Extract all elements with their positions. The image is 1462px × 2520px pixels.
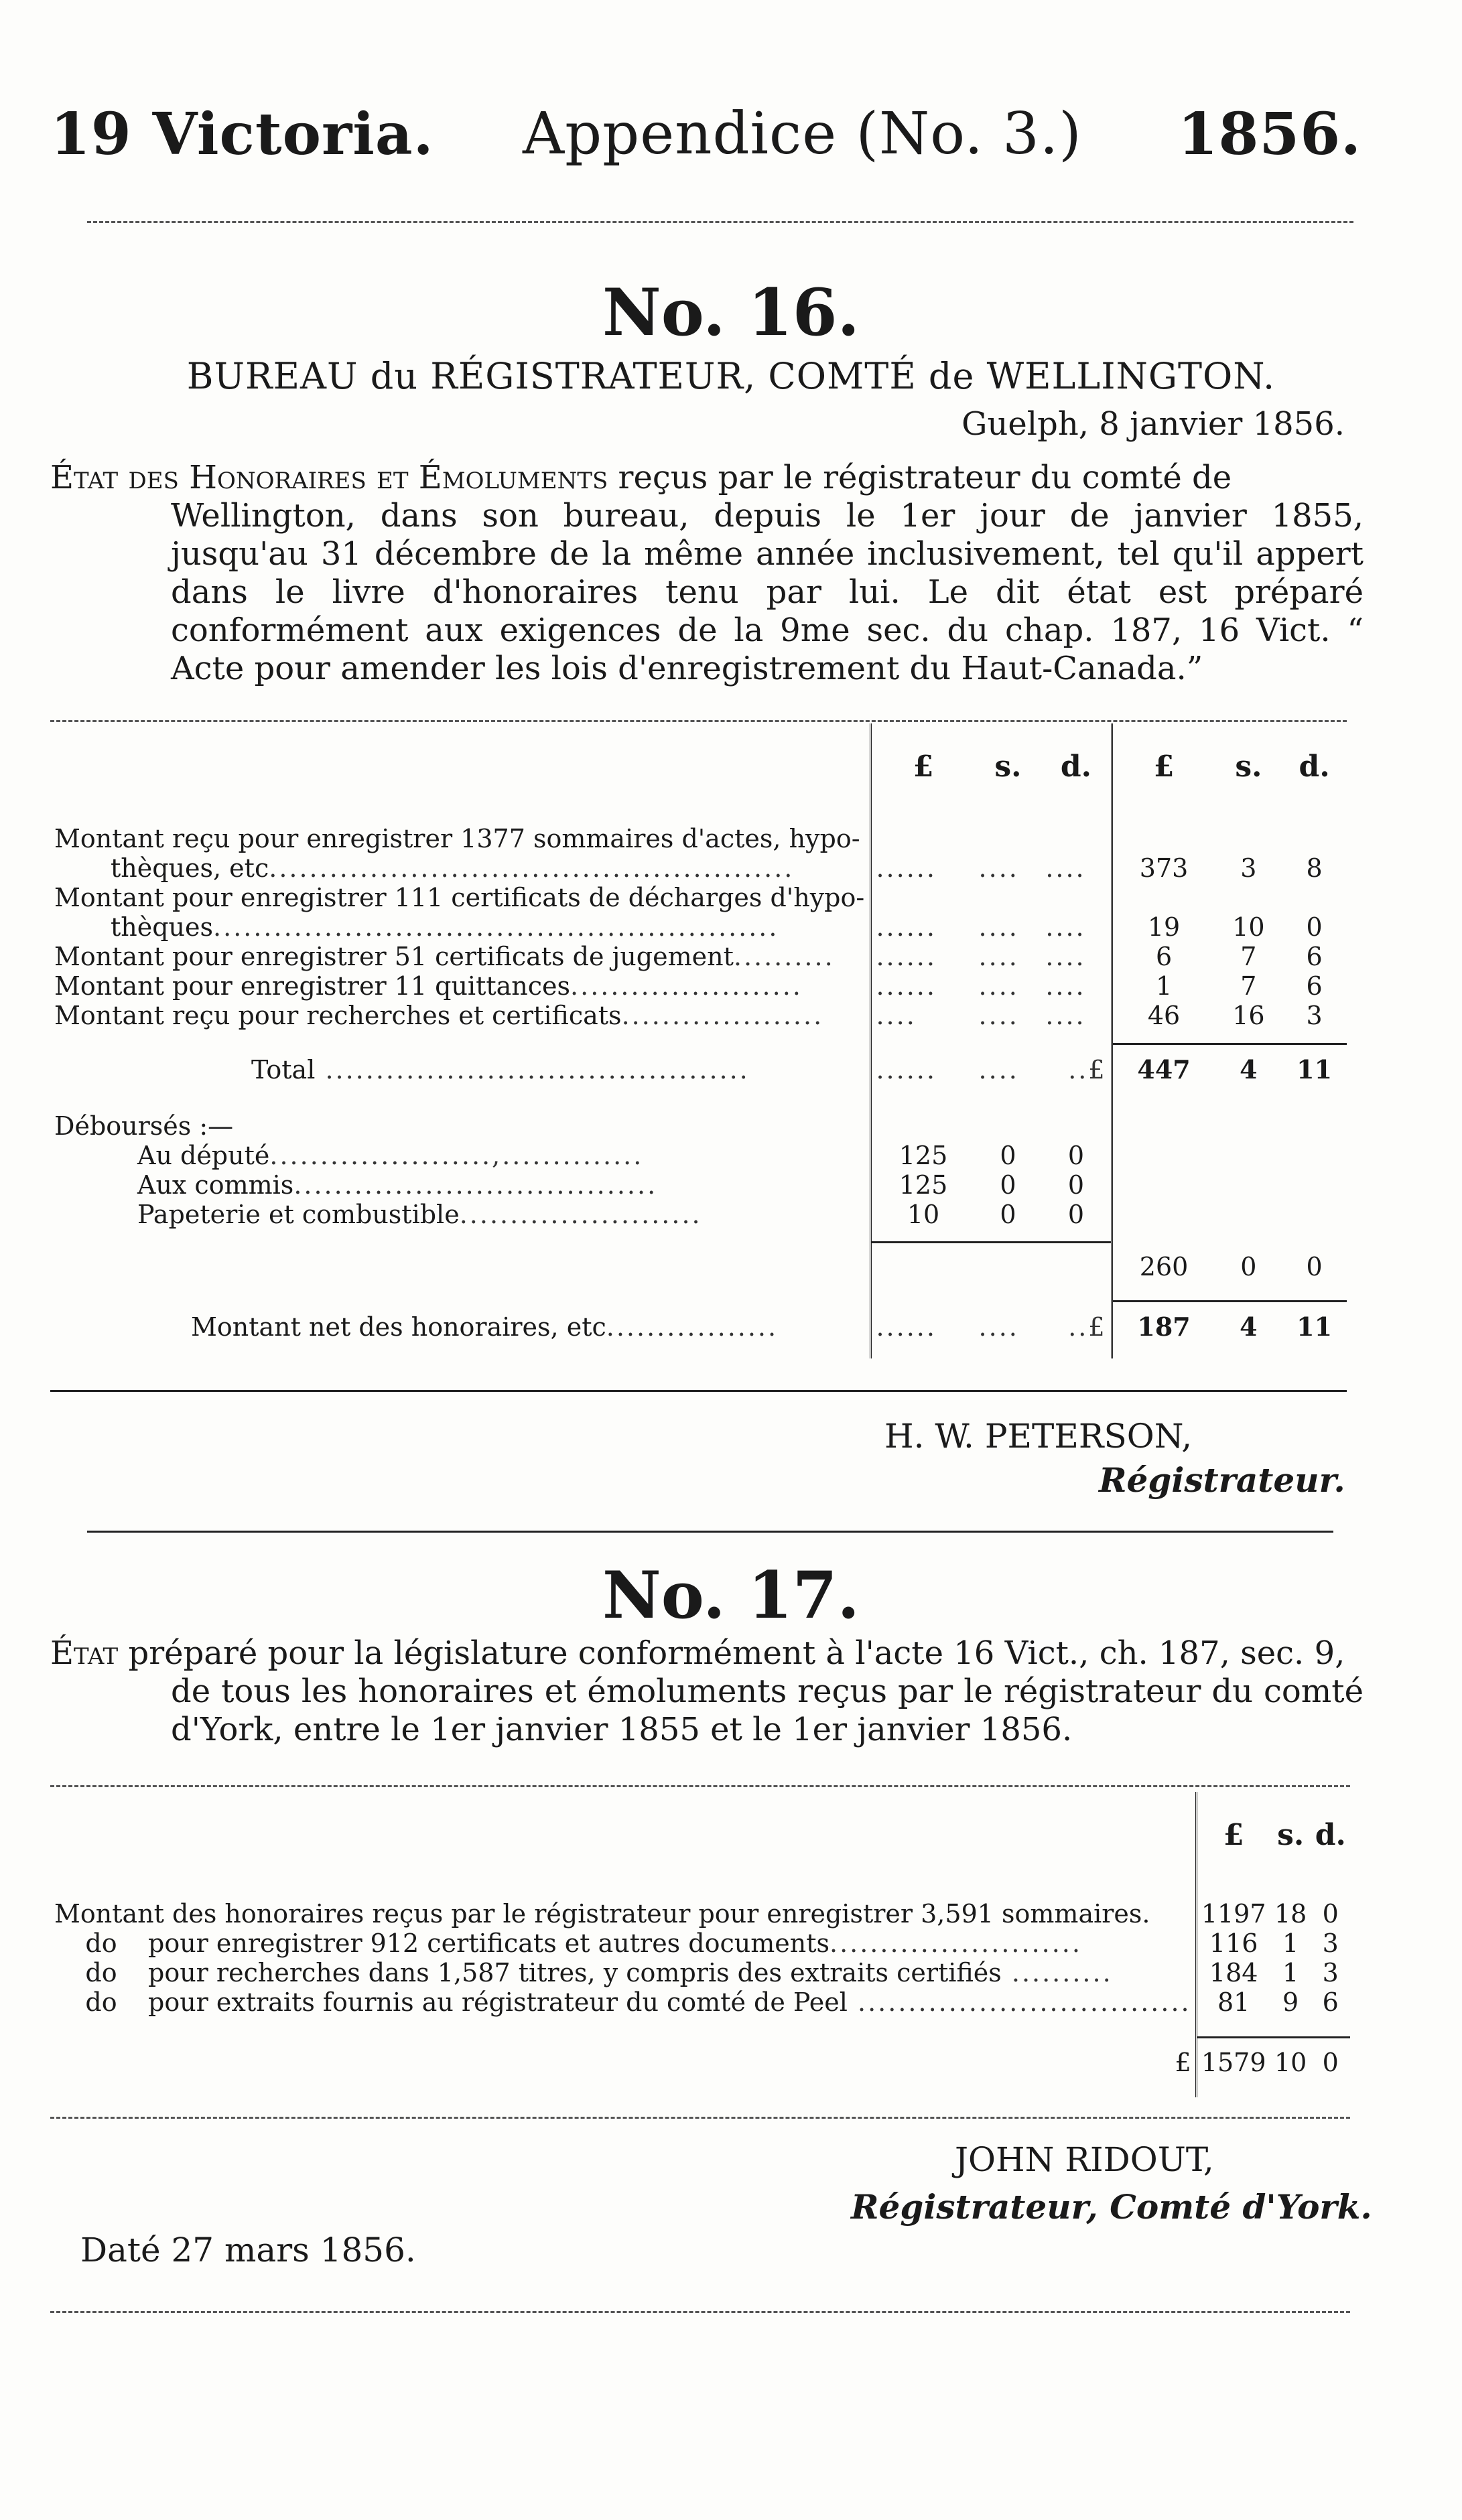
col-header: d. — [1060, 750, 1091, 784]
disb-total-pence: 0 — [1306, 1251, 1323, 1281]
disb-row — [50, 1170, 1347, 1200]
disb-shillings: 0 — [1000, 1140, 1016, 1170]
row-pence: 3 — [1322, 1929, 1339, 1958]
row-shillings: 16 — [1232, 1001, 1265, 1030]
table-17 — [50, 1792, 1350, 2097]
row-pence: 3 — [1322, 1958, 1339, 1987]
disb-total-row — [50, 1243, 1347, 1281]
table-row — [50, 824, 1347, 853]
table-row: thèques........................................................ ...... .... .... 19 10 0 — [50, 912, 1347, 942]
total-pence: 0 — [1311, 2037, 1350, 2077]
row-label: Montant pour enregistrer 111 certificats de décharges d'hypo- — [54, 883, 865, 912]
row-label: Montant pour enregistrer 11 quittances....................... — [54, 971, 803, 1001]
table-row — [50, 1958, 1350, 1987]
row-pence: 6 — [1306, 971, 1323, 1001]
row-pounds: 1 — [1112, 971, 1215, 1001]
row-pounds: 184 — [1196, 1958, 1270, 1987]
net-pound-mark: £ — [1088, 1312, 1107, 1342]
section-16-intro-rest: reçus par le régistrateur du comté de — [618, 459, 1232, 496]
disb-row — [50, 1200, 1347, 1229]
running-head-center: Appendice (No. 3.) — [523, 100, 1082, 167]
row-label: Montant des honoraires reçus par le régistrateur pour enregistrer 3,591 sommaires. — [54, 1899, 1150, 1929]
col-header: d. — [1315, 1818, 1346, 1852]
section-16-number: No. 16. — [602, 275, 860, 350]
total-shillings: 10 — [1270, 2037, 1311, 2077]
row-pence: 3 — [1306, 1001, 1323, 1030]
row-pence: 6 — [1306, 942, 1323, 971]
row-pence: 0 — [1306, 912, 1323, 942]
table-16 — [50, 723, 1347, 1358]
section-16-signer: H. W. PETERSON, — [884, 1417, 1193, 1456]
total-pence: 11 — [1282, 1044, 1347, 1084]
total-shillings: 4 — [1215, 1044, 1282, 1084]
header-rule — [87, 221, 1353, 223]
col-header: £ — [871, 723, 975, 784]
total-pounds: 1579 — [1196, 2037, 1270, 2077]
disb-row-label: Au député......................,.............. — [137, 1140, 644, 1170]
section-17-intro — [50, 1634, 1364, 1749]
disb-total-pounds: 260 — [1112, 1243, 1215, 1281]
table-row — [50, 1899, 1350, 1929]
row-label-cont: thèques, etc.................................................... — [111, 853, 795, 883]
disb-pence: 0 — [1067, 1199, 1085, 1229]
running-head-left: 19 Victoria. — [50, 100, 434, 168]
section-17-intro-rest: préparé pour la législature conformément à l'acte 16 Vict., ch. 187, sec. 9, — [128, 1634, 1345, 1672]
total-pound-mark: £ — [1088, 1054, 1107, 1084]
total-pound-mark: £ — [1175, 2047, 1191, 2077]
section-16-signer-title: Régistrateur. — [1099, 1460, 1345, 1500]
table-16-header-desc — [50, 723, 871, 784]
row-dots: ...... — [871, 853, 975, 883]
row-shillings: 3 — [1240, 853, 1257, 883]
table-row — [50, 1929, 1350, 1958]
col-header: s. — [1235, 750, 1262, 784]
table-17-header — [50, 1792, 1350, 1852]
total-row: Total .......................................... ...... .... ..£ 447 4 11 — [50, 1044, 1347, 1084]
row-shillings: 7 — [1240, 942, 1257, 971]
section-16-intro-cont: Wellington, dans son bureau, depuis le 1er jour de janvier 1855, jusqu'au 31 décembre de la même année inclusivement, tel qu'il appert dans le livre d'honoraires tenu par lui. Le dit état est préparé conformément aux exigences de la 9me sec. du chap. 187, 16 Vict. “ Acte pour amender les lois d'enregistrement du Haut-Canada.” — [171, 497, 1364, 687]
disb-shillings: 0 — [1000, 1199, 1016, 1229]
col-header: £ — [1112, 723, 1215, 784]
row-label: do pour enregistrer 912 certificats et autres documents......................... — [85, 1929, 1082, 1958]
total-label: Total .......................................... — [251, 1054, 750, 1084]
disb-row-label: Papeterie et combustible........................ — [137, 1199, 702, 1229]
table-row: Montant pour enregistrer 51 certificats de jugement.......... ...... .... .... 6 7 6 — [50, 942, 1347, 971]
section-16-intro-lead: État des Honoraires et Émoluments — [50, 459, 608, 496]
disb-pounds: 125 — [871, 1141, 975, 1170]
table-row — [50, 883, 1347, 912]
row-pounds: 46 — [1112, 1001, 1215, 1030]
net-pence: 11 — [1282, 1302, 1347, 1342]
section-16-intro — [50, 459, 1364, 688]
table-17-bottom-rule — [50, 2117, 1350, 2119]
table-17-top-rule — [50, 1785, 1350, 1787]
col-header: s. — [994, 750, 1022, 784]
net-shillings: 4 — [1215, 1302, 1282, 1342]
table-row: Montant reçu pour recherches et certificats.................... .... .... .... 46 16 3 — [50, 1001, 1347, 1030]
row-pounds: 1197 — [1196, 1899, 1270, 1929]
row-label: do pour recherches dans 1,587 titres, y compris des extraits certifiés .......... — [85, 1958, 1113, 1987]
col-header: s. — [1277, 1818, 1305, 1852]
table-row: Montant pour enregistrer 11 quittances....................... ...... .... .... 1 7 6 — [50, 971, 1347, 1001]
table-16-header — [50, 723, 1347, 784]
table-row — [50, 1987, 1350, 2017]
total-row — [50, 2037, 1350, 2077]
disb-shillings: 0 — [1000, 1170, 1016, 1200]
row-pounds: 19 — [1112, 912, 1215, 942]
row-label: Montant reçu pour recherches et certificats.................... — [54, 1001, 824, 1030]
row-pence: 0 — [1322, 1899, 1339, 1929]
row-label-cont: thèques........................................................ — [111, 912, 779, 942]
row-shillings: 1 — [1282, 1929, 1299, 1958]
section-divider — [87, 1531, 1333, 1533]
row-pounds: 116 — [1196, 1929, 1270, 1958]
disb-pounds: 125 — [871, 1170, 975, 1200]
disb-row-label: Aux commis.................................... — [137, 1170, 658, 1200]
disb-pounds: 10 — [871, 1200, 975, 1229]
row-pence: 6 — [1322, 1987, 1339, 2017]
row-shillings: 9 — [1282, 1987, 1299, 2017]
row-pounds: 81 — [1196, 1987, 1270, 2017]
section-17-intro-lead: État — [50, 1634, 119, 1672]
row-shillings: 18 — [1274, 1899, 1307, 1929]
row-label: Montant reçu pour enregistrer 1377 sommaires d'actes, hypo- — [54, 824, 860, 853]
row-pounds: 6 — [1112, 942, 1215, 971]
section-16-place-date: Guelph, 8 janvier 1856. — [961, 405, 1345, 443]
row-shillings: 7 — [1240, 971, 1257, 1001]
footer-rule — [50, 2311, 1350, 2313]
section-17-intro-cont: de tous les honoraires et émoluments reçus par le régistrateur du comté d'York, entre le 1er janvier 1855 et le 1er janvier 1856. — [171, 1673, 1364, 1748]
disbursements-heading — [50, 1111, 1347, 1141]
table-16-top-rule — [50, 720, 1347, 722]
row-label: do pour extraits fournis au régistrateur du comté de Peel ................................. — [85, 1987, 1191, 2017]
net-row: Montant net des honoraires, etc................. ...... .... ..£ 187 4 11 — [50, 1302, 1347, 1342]
disb-row — [50, 1141, 1347, 1170]
net-pounds: 187 — [1112, 1302, 1215, 1342]
footer-date: Daté 27 mars 1856. — [80, 2231, 416, 2269]
table-row: thèques, etc.................................................... ...... .... .... 373 3 8 — [50, 853, 1347, 883]
row-shillings: 10 — [1232, 912, 1265, 942]
net-label: Montant net des honoraires, etc................. — [191, 1312, 779, 1342]
row-label: Montant pour enregistrer 51 certificats de jugement.......... — [54, 942, 835, 971]
section-17-signer: JOHN RIDOUT, — [955, 2140, 1214, 2179]
total-pounds: 447 — [1112, 1044, 1215, 1084]
table-16-bottom-rule — [50, 1390, 1347, 1392]
section-17-signer-title: Régistrateur, Comté d'York. — [851, 2187, 1372, 2227]
row-pence: 8 — [1306, 853, 1323, 883]
disb-total-shillings: 0 — [1240, 1251, 1257, 1281]
col-header: £ — [1196, 1792, 1270, 1852]
row-pounds: 373 — [1112, 853, 1215, 883]
col-header: d. — [1299, 750, 1330, 784]
disb-label: Déboursés :— — [54, 1111, 234, 1141]
section-16-office: BUREAU du RÉGISTRATEUR, COMTÉ de WELLINGTON. — [186, 355, 1276, 397]
disb-pence: 0 — [1067, 1140, 1085, 1170]
disb-pence: 0 — [1067, 1170, 1085, 1200]
section-17-number: No. 17. — [602, 1557, 860, 1633]
row-shillings: 1 — [1282, 1958, 1299, 1987]
running-head-right: 1856. — [1177, 100, 1361, 168]
